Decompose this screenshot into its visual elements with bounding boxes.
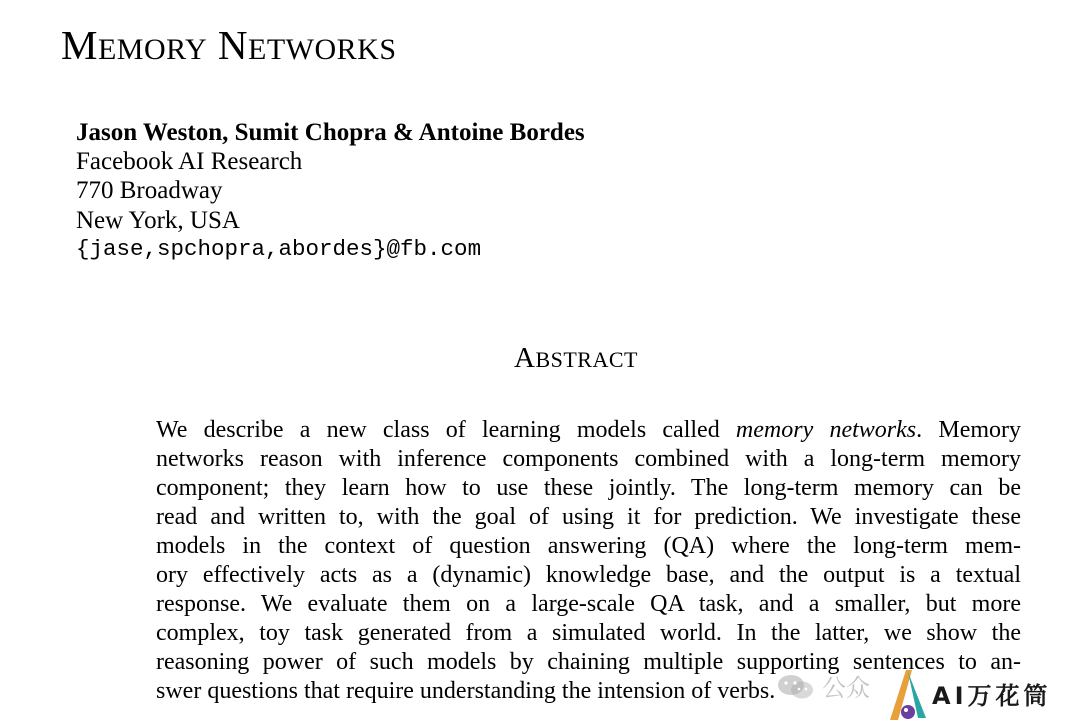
kaleidoscope-logo-icon	[886, 666, 932, 722]
watermark-faded-text: 公众	[822, 674, 870, 702]
abstract-heading: ABSTRACT	[514, 342, 638, 374]
abstract-emphasis: memory networks	[735, 417, 917, 443]
wechat-icon	[776, 672, 816, 702]
abstract-line: networks reason with inference components combined with a long-term memory	[156, 446, 1021, 472]
author-address-street: 770 Broadway	[76, 177, 223, 205]
abstract-line: response. We evaluate them on a large-scale QA task, and a smaller, but more	[156, 591, 1021, 617]
abstract-line: complex, toy task generated from a simulated world. In the latter, we show the	[156, 620, 1021, 646]
abstract-line: ory effectively acts as a (dynamic) knowledge base, and the output is a textual	[156, 562, 1021, 588]
paper-title: MEMORY NETWORKS	[61, 22, 397, 68]
author-email: {jase,spchopra,abordes}@fb.com	[76, 235, 482, 262]
abstract-line: We describe a new class of learning models called memory networks. Memory	[156, 417, 1022, 443]
watermark	[776, 660, 1066, 722]
abstract-line: models in the context of question answering (QA) where the long-term mem-	[156, 533, 1021, 559]
author-names: Jason Weston, Sumit Chopra & Antoine Bordes	[76, 119, 585, 146]
watermark-brand-text: AI万花筒	[932, 682, 1052, 710]
abstract-line: component; they learn how to use these jointly. The long-term memory can be	[156, 475, 1021, 501]
abstract-line: read and written to, with the goal of using it for prediction. We investigate these	[156, 504, 1021, 530]
author-address-city: New York, USA	[76, 206, 240, 234]
abstract-line: swer questions that require understanding the intension of verbs.	[156, 678, 776, 704]
author-block	[76, 118, 585, 264]
abstract-line: reasoning power of such models by chaining multiple supporting sentences to an-	[156, 649, 1021, 675]
author-affiliation: Facebook AI Research	[76, 148, 303, 176]
